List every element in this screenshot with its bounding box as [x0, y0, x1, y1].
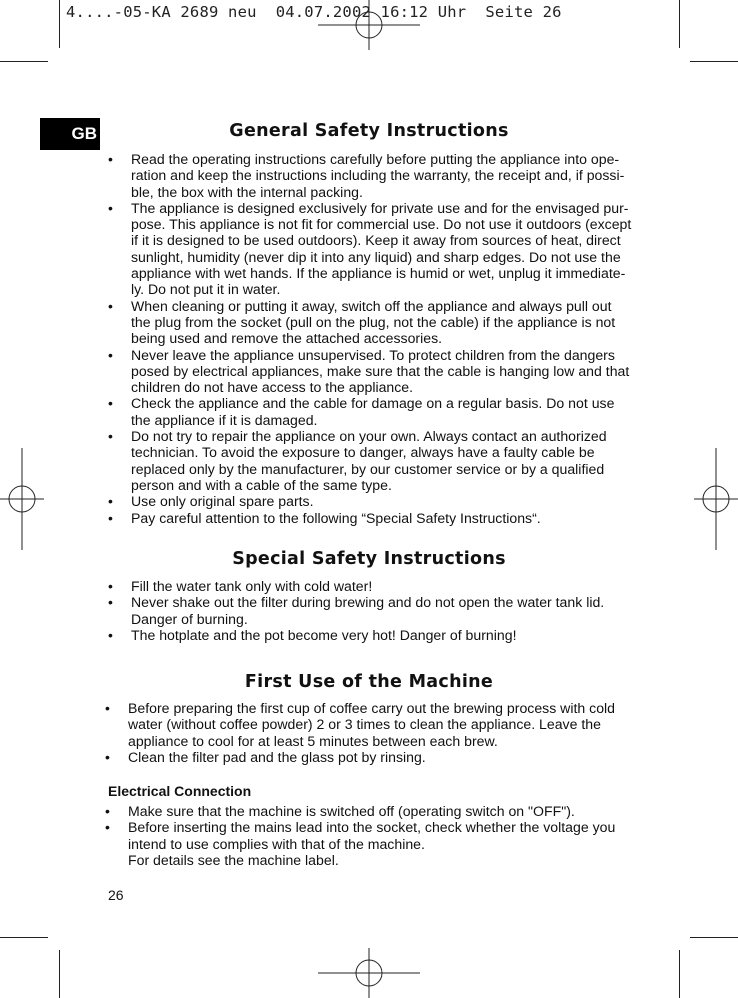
general-safety-heading: General Safety Instructions: [229, 121, 509, 141]
list-item: [105, 700, 645, 749]
list-item: [108, 151, 648, 200]
list-item: [105, 749, 645, 765]
list-item: [108, 200, 648, 298]
special-safety-heading: Special Safety Instructions: [232, 549, 506, 569]
list-item-line: • Never shake out the filter during brewing and do not open the water tank lid.: [131, 594, 605, 611]
list-item-line: • Clean the filter pad and the glass pot by rinsing.: [128, 748, 426, 765]
list-item-line: technician. To avoid the exposure to danger, always have a faulty cable be: [131, 444, 595, 461]
list-item-line: • Before inserting the mains lead into the socket, check whether the voltage you: [128, 819, 616, 836]
special-safety-list: [108, 578, 648, 643]
registration-mark-icon: [0, 448, 44, 550]
list-item-line: appliance to cool for at least 5 minutes between each brew.: [128, 732, 498, 749]
list-item-line: the appliance if it is damaged.: [131, 411, 318, 428]
list-item: [108, 510, 648, 526]
list-item-line: being used and remove the attached accessories.: [131, 330, 443, 347]
print-slug: 4....-05-KA 2689 neu 04.07.2002 16:12 Uhr Seite 26: [66, 3, 562, 21]
list-item-line: appliance with wet hands. If the appliance is humid or wet, unplug it immediate-: [131, 265, 626, 282]
first-use-list: [105, 700, 645, 765]
list-item: [108, 578, 648, 594]
registration-mark-icon: [694, 448, 738, 550]
language-tab: GB: [40, 118, 100, 150]
list-item-line: Danger of burning.: [131, 610, 248, 627]
crop-mark: [679, 950, 680, 998]
list-item-line: • Use only original spare parts.: [131, 493, 314, 510]
list-item-line: ble, the box with the internal packing.: [131, 183, 363, 200]
list-item-line: pose. This appliance is not fit for commercial use. Do not use it outdoors (except: [131, 216, 632, 233]
list-item-line: the plug from the socket (pull on the plug, not the cable) if the appliance is not: [131, 313, 616, 330]
list-item-line: person and with a cable of the same type.: [131, 476, 392, 493]
list-item: [108, 395, 648, 428]
list-item-line: For details see the machine label.: [128, 851, 339, 868]
crop-mark: [0, 937, 48, 938]
list-item-line: ly. Do not put it in water.: [131, 281, 281, 298]
list-item-line: • Pay careful attention to the following “Special Safety Instructions“.: [131, 509, 541, 526]
list-item-line: if it is designed to be used outdoors). Keep it away from sources of heat, direct: [131, 232, 621, 249]
list-item-line: • When cleaning or putting it away, switch off the appliance and always pull out: [131, 297, 612, 314]
list-item-line: • Never leave the appliance unsupervised. To protect children from the dangers: [131, 346, 615, 363]
list-item: [108, 594, 648, 627]
crop-mark: [59, 950, 60, 998]
list-item-line: replaced only by the manufacturer, by our customer service or by a qualified: [131, 460, 605, 477]
electrical-connection-list: [105, 803, 645, 868]
registration-mark-icon: [318, 0, 420, 50]
electrical-connection-heading: Electrical Connection: [108, 783, 252, 799]
list-item: [108, 428, 648, 493]
list-item: [108, 298, 648, 347]
list-item: [108, 347, 648, 396]
list-item-line: sunlight, humidity (never dip it into any liquid) and sharp edges. Do not use the: [131, 248, 621, 265]
first-use-heading: First Use of the Machine: [244, 672, 494, 692]
list-item-line: water (without coffee powder) 2 or 3 times to clean the appliance. Leave the: [128, 716, 601, 733]
list-item-line: intend to use complies with that of the machine.: [128, 835, 425, 852]
list-item: [108, 627, 648, 643]
list-item-line: • The appliance is designed exclusively for private use and for the envisaged pur-: [131, 199, 629, 216]
list-item-line: • Check the appliance and the cable for damage on a regular basis. Do not use: [131, 395, 615, 412]
list-item-line: • Fill the water tank only with cold water!: [131, 578, 373, 594]
crop-mark: [690, 61, 738, 62]
list-item: [108, 493, 648, 509]
page-number: 26: [108, 887, 124, 903]
registration-mark-icon: [318, 948, 420, 998]
list-item-line: posed by electrical appliances, make sure that the cable is hanging low and that: [131, 362, 630, 379]
crop-mark: [679, 0, 680, 48]
list-item-line: • Read the operating instructions carefully before putting the appliance into ope-: [131, 151, 620, 167]
list-item-line: • Before preparing the first cup of coffee carry out the brewing process with cold: [128, 700, 616, 716]
crop-mark: [0, 61, 48, 62]
list-item-line: children do not have access to the appliance.: [131, 379, 414, 396]
list-item-line: • Do not try to repair the appliance on your own. Always contact an authorized: [131, 428, 607, 445]
list-item-line: • Make sure that the machine is switched off (operating switch on "OFF").: [128, 803, 575, 819]
list-item: [105, 819, 645, 868]
list-item: [105, 803, 645, 819]
crop-mark: [59, 0, 60, 48]
crop-mark: [690, 937, 738, 938]
list-item-line: ration and keep the instructions including the warranty, the receipt and, if possi-: [131, 167, 625, 184]
general-safety-list: [108, 151, 648, 526]
list-item-line: • The hotplate and the pot become very hot! Danger of burning!: [131, 626, 517, 643]
